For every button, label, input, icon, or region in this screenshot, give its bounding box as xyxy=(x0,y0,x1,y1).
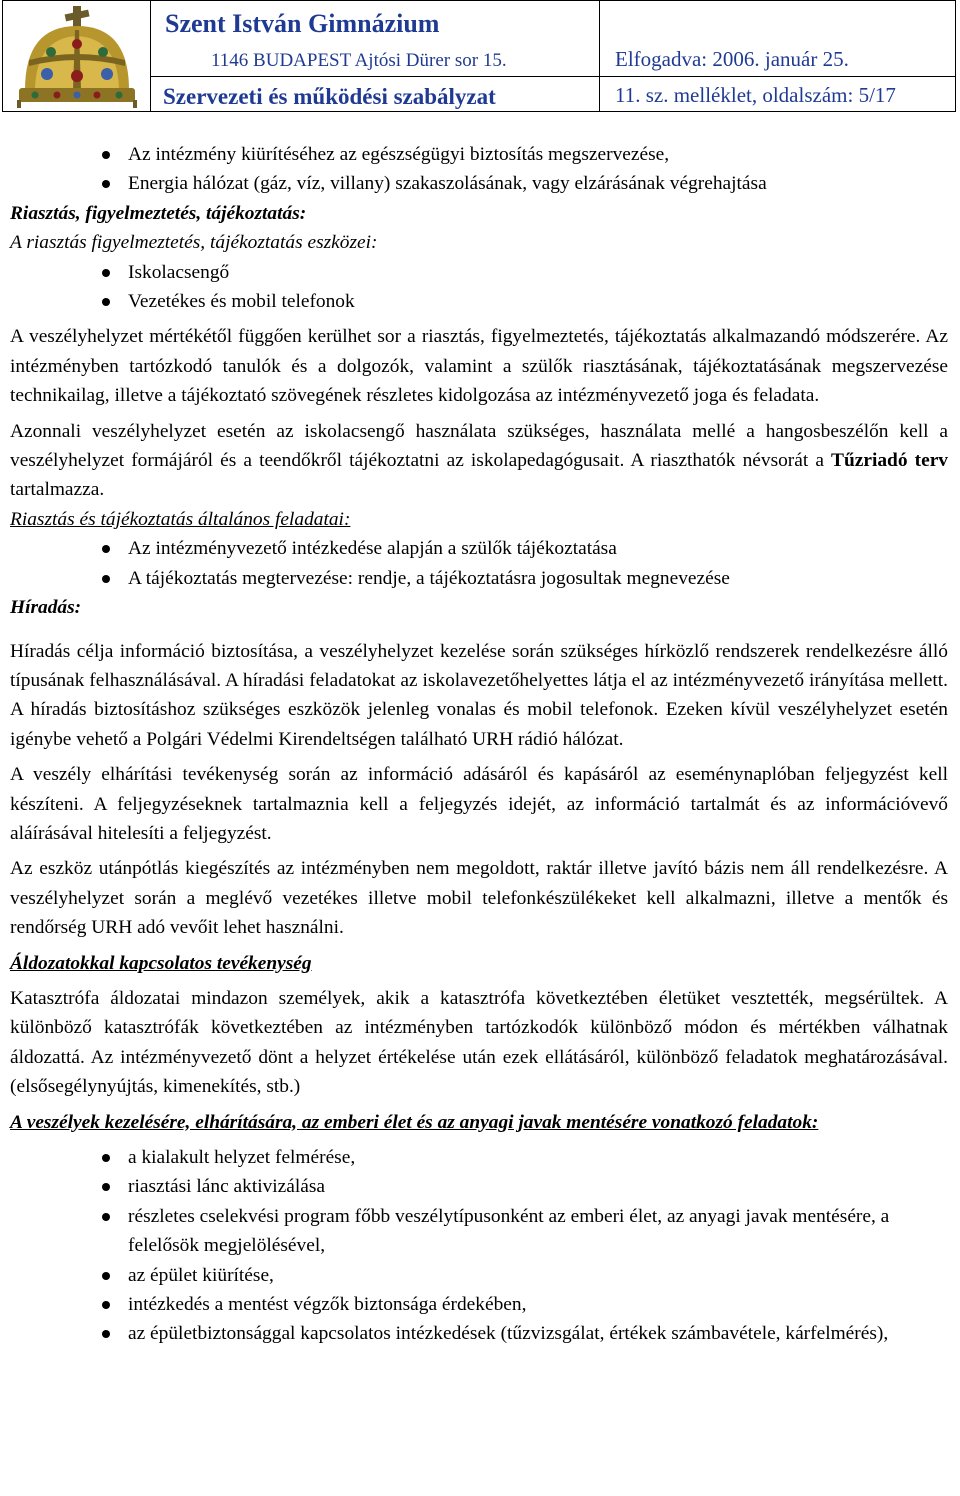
header-divider xyxy=(151,76,955,77)
holy-crown-icon xyxy=(11,4,143,108)
bullet-icon xyxy=(102,180,110,188)
danger-tasks-list xyxy=(10,1143,948,1349)
list-item: részletes cselekvési program főbb veszélytípusonként az emberi élet, az anyagi javak mentésére, a felelősök megjelölésével, xyxy=(10,1202,948,1261)
list-item: az épület kiürítése, xyxy=(10,1261,948,1290)
bullet-icon xyxy=(102,1213,110,1221)
appendix-page-number: 11. sz. melléklet, oldalszám: 5/17 xyxy=(615,83,896,107)
list-item: Az intézmény kiürítéséhez az egészségügyi biztosítás megszervezése, xyxy=(10,140,948,169)
bullet-icon xyxy=(102,575,110,583)
list-item: a kialakult helyzet felmérése, xyxy=(10,1143,948,1172)
list-item: Vezetékes és mobil telefonok xyxy=(10,287,948,316)
school-address: 1146 BUDAPEST Ajtósi Dürer sor 15. xyxy=(211,50,507,71)
paragraph: A veszély elhárítási tevékenység során az információ adásáról és kapásáról az eseménynaplóban feljegyzést kell készíteni. A feljegyzéseknek tartalmaznia kell a feljegyzés idejét, az információ tartalmát és az információvevő aláírásával hitelesíti a feljegyzést. xyxy=(10,764,948,844)
bullet-icon xyxy=(102,1301,110,1309)
victims-heading: Áldozatokkal kapcsolatos tevékenység xyxy=(10,952,312,974)
paragraph: Azonnali veszélyhelyzet esetén az iskolacsengő használata szükséges, használata mellé a hangosbeszélőn kell a veszélyhelyzet formájáról és a teendőkről tájékoztatni az iskolapedagógusait. A riaszthatók névsorát a Tűzriadó terv tartalmazza. xyxy=(10,420,948,501)
list-item: Energia hálózat (gáz, víz, villany) szakaszolásának, vagy elzárásának végrehajtása xyxy=(10,169,948,198)
top-bullet-list xyxy=(10,140,948,199)
list-item: Iskolacsengő xyxy=(10,258,948,287)
alarm-heading: Riasztás, figyelmeztetés, tájékoztatás: xyxy=(10,202,307,224)
bullet-icon xyxy=(102,1330,110,1338)
dangers-heading: A veszélyek kezelésére, elhárítására, az emberi élet és az anyagi javak mentésére vonatkozó feladatok: xyxy=(10,1111,819,1133)
list-item: A tájékoztatás megtervezése: rendje, a tájékoztatásra jogosultak megnevezése xyxy=(10,564,948,593)
list-item: Az intézményvezető intézkedése alapján a szülők tájékoztatása xyxy=(10,534,948,563)
document-title: Szervezeti és működési szabályzat xyxy=(163,84,496,109)
paragraph: Katasztrófa áldozatai mindazon személyek, akik a katasztrófa következtében életüket vesztették, megsérültek. A különböző katasztrófák következtében az intézményben tartózkodók különböző módon és mértékben válhatnak áldozattá. Az intézményvezető dönt a helyzet értékelése után ezek ellátásáról, különböző feladatok meghatározásával. (elsősegélynyújtás, kimenekítés, stb.) xyxy=(10,987,948,1098)
document-header xyxy=(2,0,956,112)
general-tasks-heading: Riasztás és tájékoztatás általános feladatai: xyxy=(10,508,351,530)
bullet-icon xyxy=(102,151,110,159)
fire-drill-plan-ref: Tűzriadó terv xyxy=(831,450,948,472)
paragraph: Az eszköz utánpótlás kiegészítés az intézményben nem megoldott, raktár illetve javító bázis nem áll rendelkezésre. A veszélyhelyzet során a meglévő vezetékes illetve mobil telefonkészülékeket kell alkalmazni, illetve a mentők és rendőrség URH adó vevőit lehet használni. xyxy=(10,858,948,939)
general-tasks-list xyxy=(10,534,948,593)
bullet-icon xyxy=(102,1154,110,1162)
adoption-date: Elfogadva: 2006. január 25. xyxy=(615,47,849,71)
bullet-icon xyxy=(102,545,110,553)
paragraph: A veszélyhelyzet mértékétől függően kerülhet sor a riasztás, figyelmeztetés, tájékoztatás alkalmazandó módszerére. Az intézményben tartózkodó tanulók és a dolgozók, valamint a szülők riasztásának, tájékoztatásának megszervezése technikailag, illetve a tájékoztató szövegének részletes kidolgozása az intézményvezető joga és feladata. xyxy=(10,326,948,407)
list-item: intézkedés a mentést végzők biztonsága érdekében, xyxy=(10,1290,948,1319)
alarm-tools-heading: A riasztás figyelmeztetés, tájékoztatás eszközei: xyxy=(10,232,378,254)
news-heading: Híradás: xyxy=(10,597,82,619)
bullet-icon xyxy=(102,1183,110,1191)
bullet-icon xyxy=(102,1272,110,1280)
bullet-icon xyxy=(102,269,110,277)
list-item: az épületbiztonsággal kapcsolatos intézkedések (tűzvizsgálat, értékek számbavétele, kárfelmérés), xyxy=(10,1319,948,1348)
bullet-icon xyxy=(102,298,110,306)
header-column-divider xyxy=(599,1,600,111)
alarm-tools-list xyxy=(10,258,948,317)
logo-cell xyxy=(3,1,151,111)
school-name: Szent István Gimnázium xyxy=(165,9,440,38)
paragraph: Híradás célja információ biztosítása, a veszélyhelyzet kezelése során szükséges hírközlő rendszerek rendelkezésre álló típusának felhasználásával. A híradási feladatokat az iskolavezetőhelyettes látja el az intézményvezető irányítása mellett. A híradás biztosításhoz szükséges eszközök jelenleg vonalas és mobil telefonok. Ezeken kívül veszélyhelyzet esetén igénybe vehető a Polgári Védelmi Kirendeltségen található URH rádió hálózat. xyxy=(10,640,948,750)
list-item: riasztási lánc aktivizálása xyxy=(10,1172,948,1201)
document-body xyxy=(10,140,948,1349)
